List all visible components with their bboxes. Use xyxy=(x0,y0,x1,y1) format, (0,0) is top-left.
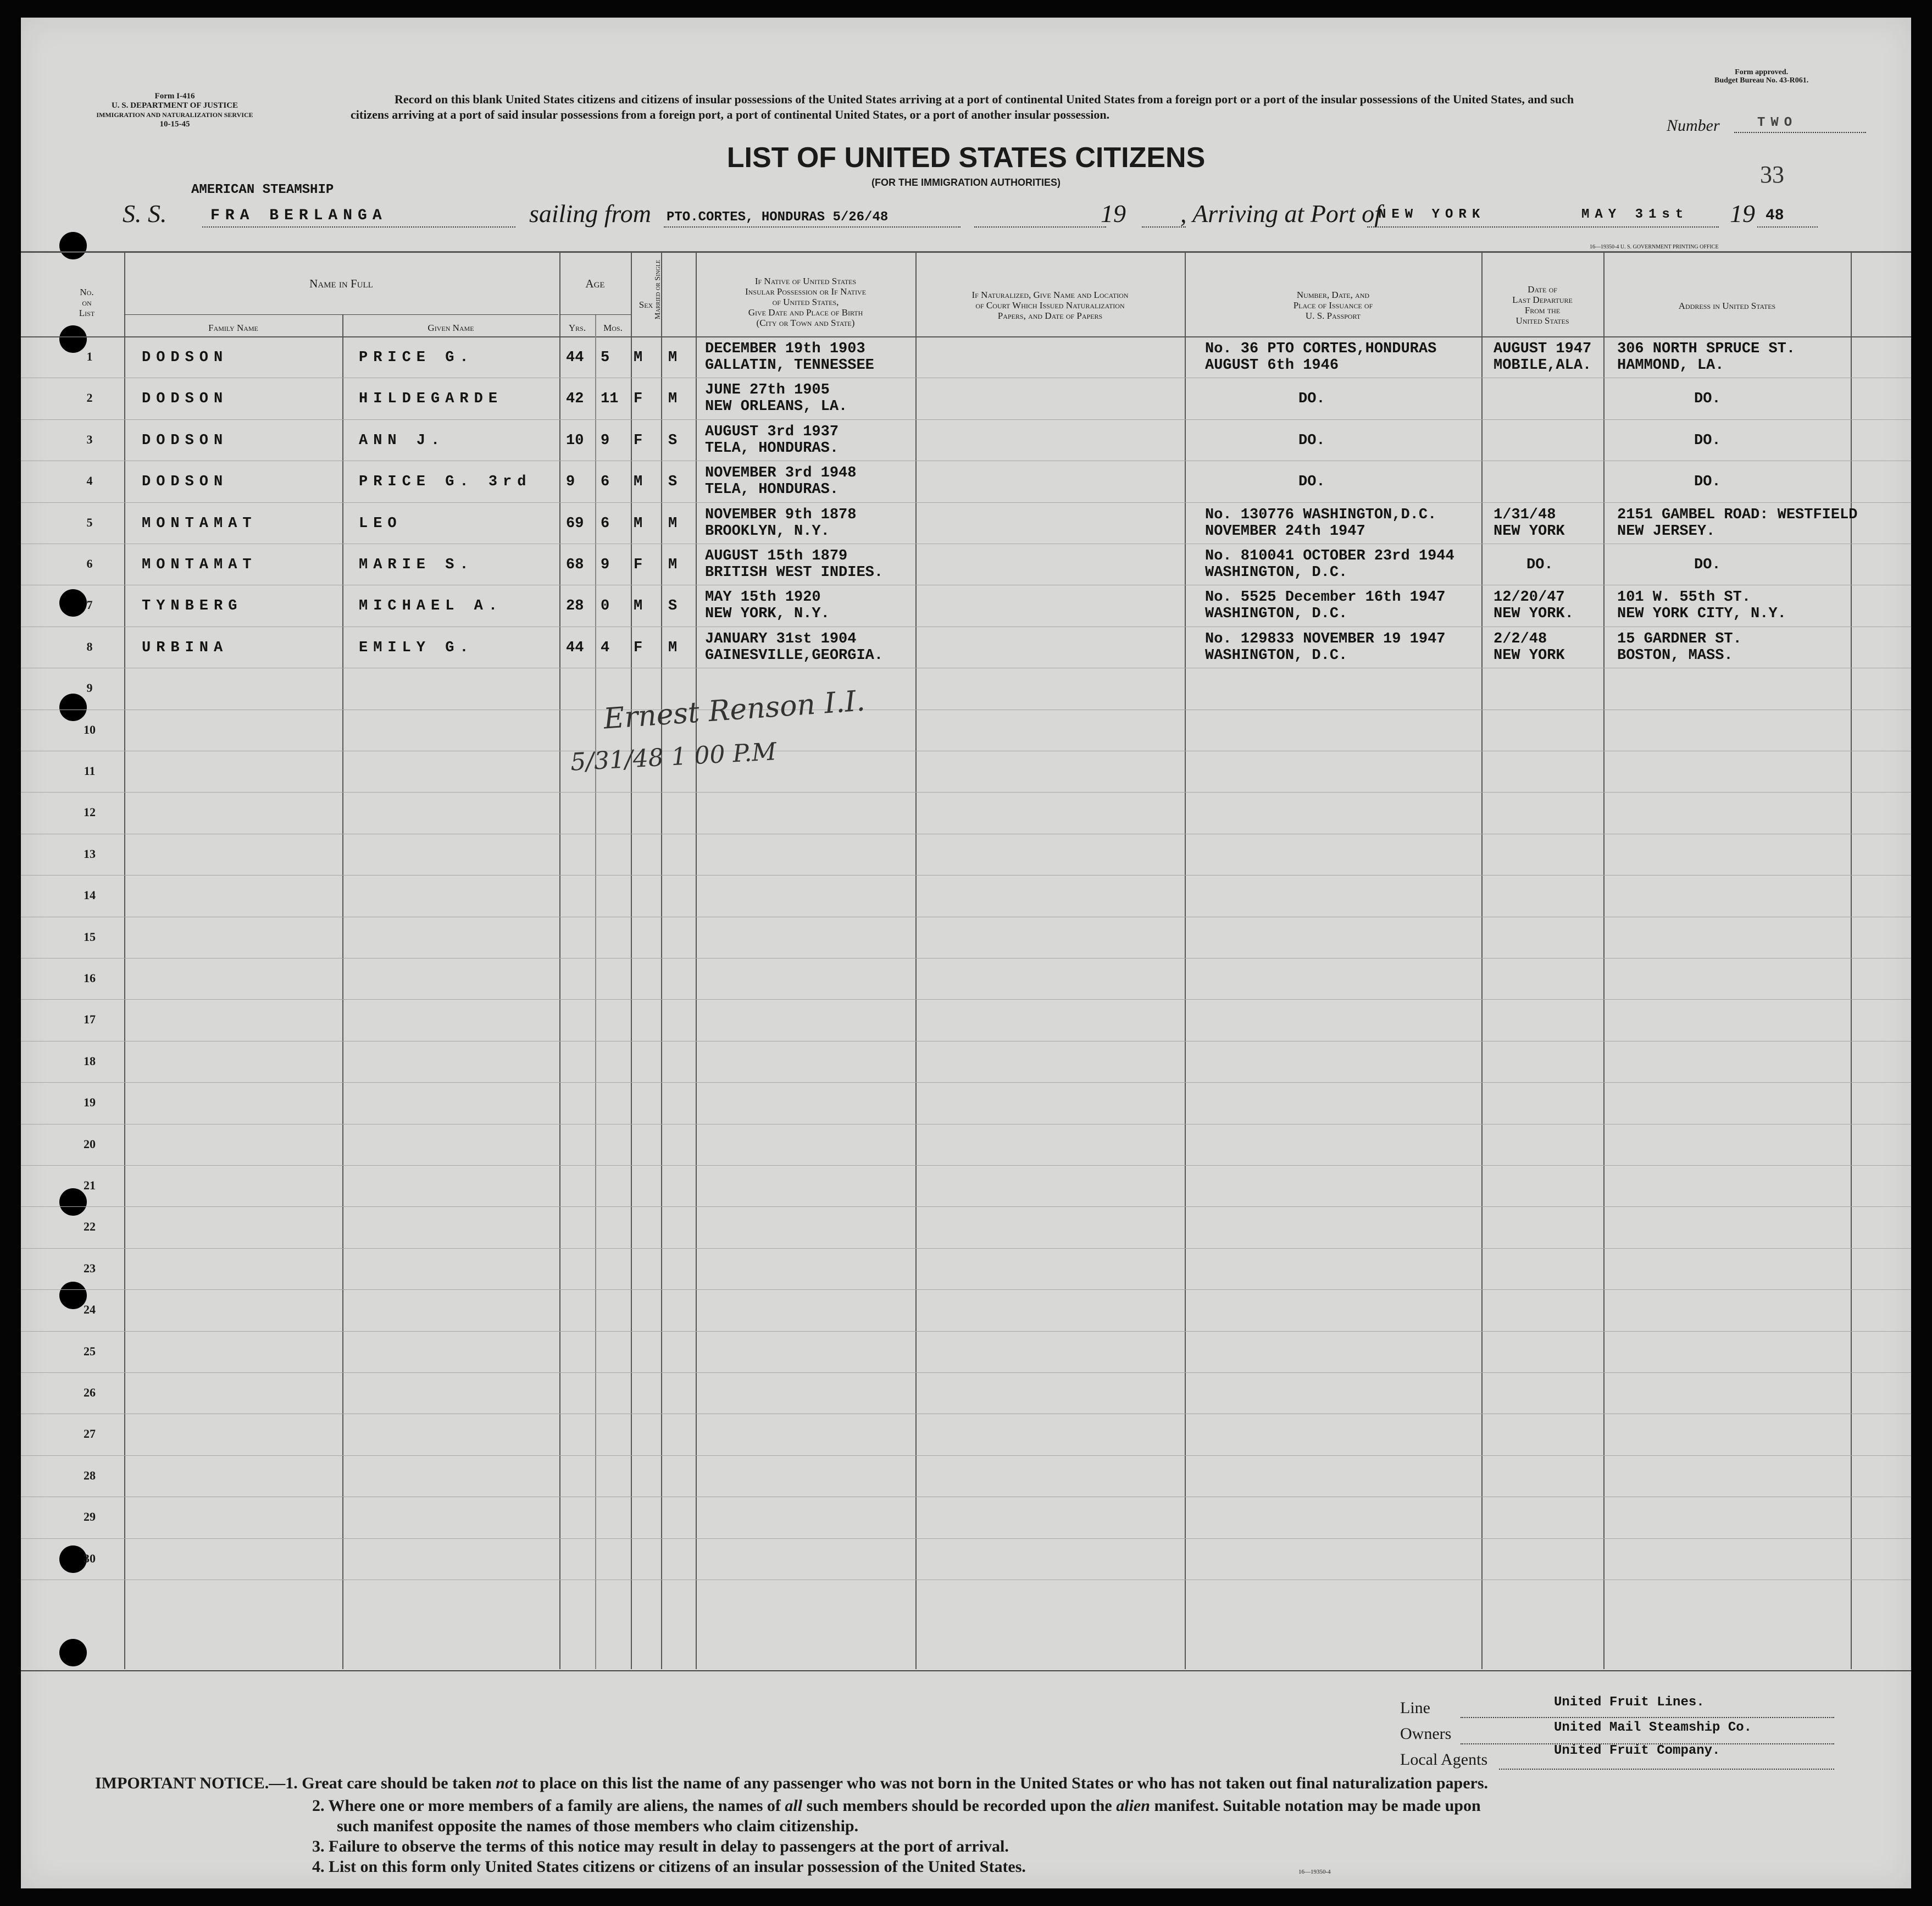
cell-birth-line: AUGUST 3rd 1937 xyxy=(705,423,839,440)
cell-address-line: DO. xyxy=(1694,557,1721,573)
cell-departure-line: DO. xyxy=(1526,557,1553,573)
number-value: TWO xyxy=(1757,115,1798,130)
notice-2-text-end: manifest. Suitable notation may be made upon xyxy=(1150,1797,1481,1815)
approval: Form approved. xyxy=(1735,68,1789,76)
header-native: If Native of United States Insular Possession or If Native of United States, Give Date and Place of Birth (City or Town and State) xyxy=(745,276,867,328)
header-naturalized: If Naturalized, Give Name and Location of Court Which Issued Naturalization Papers, and Date of Papers xyxy=(971,290,1129,321)
notice-2-emphasis-alien: alien xyxy=(1116,1797,1150,1815)
row-divider xyxy=(21,1331,1911,1332)
cell-departure-line: MOBILE,ALA. xyxy=(1494,357,1592,374)
cell-address-line: DO. xyxy=(1694,432,1721,449)
form-date: 10-15-45 xyxy=(159,120,190,129)
cell-sex: M xyxy=(634,350,643,366)
notice-3-text: Failure to observe the terms of this notice may result in delay to passengers at the port of arrival. xyxy=(329,1837,1009,1855)
cell-birth-line: JUNE 27th 1905 xyxy=(705,382,830,399)
cell-passport-line: No. 36 PTO CORTES,HONDURAS xyxy=(1205,341,1437,357)
instructions: Record on this blank United States citizens and citizens of insular possessions of the United States arriving at a port of continental United States from a foreign port or a port of the insular possessions of the United States, and such citizens arriving at a port of said insular possessions from a foreign port, a port of continental United States, or a port of another insular possession. xyxy=(351,92,1574,121)
header-address: Address in United States xyxy=(1678,301,1776,311)
row-number: 2 xyxy=(86,391,93,405)
cell-departure-line: NEW YORK. xyxy=(1494,606,1574,623)
cell-yrs: 10 xyxy=(566,432,584,449)
cell-given: MARIE S. xyxy=(359,557,474,573)
notice-4-number: 4. xyxy=(312,1858,325,1876)
row-number: 9 xyxy=(86,681,93,695)
cell-mos: 6 xyxy=(601,515,610,532)
cell-birth-line: NOVEMBER 9th 1878 xyxy=(705,506,857,523)
header-given-name: Given Name xyxy=(428,323,474,333)
row-number: 29 xyxy=(84,1510,96,1524)
row-divider xyxy=(21,1206,1911,1207)
cell-ms: M xyxy=(668,557,678,573)
inspector-signature: Ernest Renson I.I. xyxy=(602,684,867,736)
ship-name-line xyxy=(202,226,515,228)
cell-passport-line: AUGUST 6th 1946 xyxy=(1205,357,1339,374)
cell-birth-line: BROOKLYN, N.Y. xyxy=(705,523,830,540)
cell-mos: 5 xyxy=(601,350,610,366)
row-number: 7 xyxy=(86,598,93,612)
header-last-departure: Date of Last Departure From the United States xyxy=(1512,284,1573,326)
approval-block xyxy=(1714,68,1808,85)
cell-birth-line: TELA, HONDURAS. xyxy=(705,440,839,457)
cell-yrs: 44 xyxy=(566,639,584,656)
cell-ms: M xyxy=(668,639,678,656)
cell-birth-line: GAINESVILLE,GEORGIA. xyxy=(705,647,884,664)
header-no-on-list: No. on List xyxy=(79,287,95,318)
row-divider xyxy=(21,1082,1911,1083)
row-divider xyxy=(21,1165,1911,1166)
arrival-port: NEW YORK xyxy=(1378,207,1486,222)
row-number: 20 xyxy=(84,1137,96,1151)
row-number: 10 xyxy=(84,722,96,736)
cell-mos: 9 xyxy=(601,432,610,449)
row-divider xyxy=(21,1289,1911,1290)
row-number: 22 xyxy=(84,1220,96,1234)
row-number: 18 xyxy=(84,1054,96,1068)
row-divider xyxy=(21,999,1911,1000)
arrival-year: 48 xyxy=(1766,207,1784,224)
notice-2-text-mid: such members should be recorded upon the xyxy=(802,1797,1117,1815)
header-family-name: Family Name xyxy=(208,323,258,333)
cell-passport-line: NOVEMBER 24th 1947 xyxy=(1205,523,1365,540)
cell-mos: 9 xyxy=(601,557,610,573)
cell-mos: 4 xyxy=(601,639,610,656)
cell-family: DODSON xyxy=(142,391,229,408)
row-number: 11 xyxy=(84,764,96,778)
header-name-in-full: Name in Full xyxy=(309,277,373,290)
form-id-block xyxy=(65,92,285,129)
line-value: United Fruit Lines. xyxy=(1554,1695,1705,1710)
notice-1 xyxy=(95,1774,1488,1793)
row-number: 30 xyxy=(84,1551,96,1565)
cell-ms: M xyxy=(668,515,678,532)
cell-passport-line: WASHINGTON, D.C. xyxy=(1205,564,1348,581)
cell-birth-line: MAY 15th 1920 xyxy=(705,589,821,606)
row-number: 17 xyxy=(84,1012,96,1027)
cell-yrs: 68 xyxy=(566,557,584,573)
notice-2-number: 2. xyxy=(312,1797,325,1815)
row-number: 5 xyxy=(86,515,93,529)
cell-family: DODSON xyxy=(142,350,229,366)
notice-4-text: List on this form only United States citizens or citizens of an insular possession of the United States. xyxy=(329,1858,1026,1876)
header-married-or-single: Married or Single xyxy=(654,259,662,320)
cell-ms: M xyxy=(668,391,678,408)
cell-birth-line: AUGUST 15th 1879 xyxy=(705,548,848,564)
row-number: 24 xyxy=(84,1303,96,1317)
cell-passport-line: No. 5525 December 16th 1947 xyxy=(1205,589,1446,606)
cell-given: LEO xyxy=(359,515,402,532)
header-age: Age xyxy=(585,277,605,290)
cell-passport-line: No. 129833 NOVEMBER 19 1947 xyxy=(1205,630,1446,647)
cell-yrs: 42 xyxy=(566,391,584,408)
cell-ms: S xyxy=(668,432,678,449)
cell-address-line: BOSTON, MASS. xyxy=(1617,647,1733,664)
row-number: 12 xyxy=(84,805,96,819)
cell-sex: M xyxy=(634,598,643,615)
cell-mos: 11 xyxy=(601,391,619,408)
notice-1-text: Great care should be taken xyxy=(302,1774,496,1792)
year-prefix: 19 xyxy=(1101,200,1126,228)
row-divider xyxy=(21,1248,1911,1249)
cell-address-line: DO. xyxy=(1694,474,1721,491)
cell-birth-line: GALLATIN, TENNESSEE xyxy=(705,357,874,374)
sailing-line xyxy=(664,226,961,228)
notice-2 xyxy=(312,1796,1481,1816)
owners-value: United Mail Steamship Co. xyxy=(1554,1720,1752,1735)
page-subtitle: (FOR THE IMMIGRATION AUTHORITIES) xyxy=(871,177,1061,188)
cell-address-line: NEW YORK CITY, N.Y. xyxy=(1617,606,1786,623)
ship-type: AMERICAN STEAMSHIP xyxy=(191,182,334,197)
header-sex: Sex xyxy=(639,300,653,310)
header-passport: Number, Date, and Place of Issuance of U. S. Passport xyxy=(1293,290,1373,321)
notice-2-continued: such manifest opposite the names of those members who claim citizenship. xyxy=(337,1817,859,1835)
passenger-table xyxy=(21,251,1911,1669)
cell-given: HILDEGARDE xyxy=(359,391,503,408)
cell-passport-line: DO. xyxy=(1298,432,1325,449)
cell-departure-line: 1/31/48 xyxy=(1494,506,1556,523)
number-label: Number xyxy=(1667,117,1720,135)
cell-address-line: 306 NORTH SPRUCE ST. xyxy=(1617,341,1796,357)
number-line xyxy=(1734,132,1866,133)
row-divider xyxy=(21,875,1911,876)
cell-given: PRICE G. 3rd xyxy=(359,474,532,491)
notice-3 xyxy=(312,1837,1009,1857)
arrival-year-prefix: 19 xyxy=(1730,200,1755,228)
cell-address-line: NEW JERSEY. xyxy=(1617,523,1716,540)
agents-rule xyxy=(1499,1769,1834,1770)
cell-address-line: HAMMOND, LA. xyxy=(1617,357,1724,374)
manifest-sheet xyxy=(21,18,1911,1888)
row-number: 16 xyxy=(84,971,96,985)
row-number: 13 xyxy=(84,846,96,861)
cell-birth-line: JANUARY 31st 1904 xyxy=(705,630,857,647)
cell-address-line: 2151 GAMBEL ROAD: WESTFIELD xyxy=(1617,506,1858,523)
page-title: LIST OF UNITED STATES CITIZENS xyxy=(726,142,1206,174)
cell-sex: F xyxy=(634,391,643,408)
cell-address-line: 15 GARDNER ST. xyxy=(1617,630,1742,647)
cell-passport-line: WASHINGTON, D.C. xyxy=(1205,647,1348,664)
cell-given: EMILY G. xyxy=(359,639,474,656)
cell-ms: M xyxy=(668,350,678,366)
row-number: 1 xyxy=(86,350,93,363)
cell-birth-line: NEW YORK, N.Y. xyxy=(705,606,830,623)
cell-passport-line: DO. xyxy=(1298,474,1325,491)
ship-name: FRA BERLANGA xyxy=(210,207,387,224)
ss-label: S. S. xyxy=(123,200,167,228)
cell-birth-line: NOVEMBER 3rd 1948 xyxy=(705,465,857,482)
cell-given: PRICE G. xyxy=(359,350,474,366)
cell-given: MICHAEL A. xyxy=(359,598,503,615)
arrival-year-line xyxy=(1757,226,1818,228)
row-number: 14 xyxy=(84,888,96,902)
sailing-label: sailing from xyxy=(529,200,651,228)
cell-departure-line: NEW YORK xyxy=(1494,523,1565,540)
cell-family: MONTAMAT xyxy=(142,557,257,573)
row-divider xyxy=(21,792,1911,793)
cell-family: MONTAMAT xyxy=(142,515,257,532)
cell-yrs: 9 xyxy=(566,474,575,491)
cell-birth-line: DECEMBER 19th 1903 xyxy=(705,341,865,357)
cell-birth-line: NEW ORLEANS, LA. xyxy=(705,398,848,415)
cell-yrs: 28 xyxy=(566,598,584,615)
cell-passport-line: DO. xyxy=(1298,391,1325,408)
cell-yrs: 69 xyxy=(566,515,584,532)
cell-departure-line: AUGUST 1947 xyxy=(1494,341,1592,357)
cell-family: TYNBERG xyxy=(142,598,243,615)
row-divider xyxy=(21,502,1911,503)
cell-given: ANN J. xyxy=(359,432,446,449)
notice-1-text-end: to place on this list the name of any passenger who was not born in the United States or who has not taken out final naturalization papers. xyxy=(518,1774,1489,1792)
notice-4 xyxy=(312,1857,1026,1877)
cell-departure-line: 2/2/48 xyxy=(1494,630,1547,647)
port-line xyxy=(1367,226,1719,228)
cell-sex: F xyxy=(634,639,643,656)
cell-ms: S xyxy=(668,474,678,491)
header-yrs: Yrs. xyxy=(568,323,586,333)
printer-mark-bottom: 16—19350-4 xyxy=(1298,1869,1331,1875)
cell-address-line: DO. xyxy=(1694,391,1721,408)
row-divider xyxy=(21,1538,1911,1539)
notice-title: IMPORTANT NOTICE.—1. xyxy=(95,1774,298,1792)
agents-value: United Fruit Company. xyxy=(1554,1743,1720,1758)
cell-departure-line: NEW YORK xyxy=(1494,647,1565,664)
cell-address-line: 101 W. 55th ST. xyxy=(1617,589,1751,606)
form-id: Form I-416 xyxy=(154,92,195,101)
cell-yrs: 44 xyxy=(566,350,584,366)
cell-birth-line: TELA, HONDURAS. xyxy=(705,481,839,498)
row-number: 6 xyxy=(86,557,93,570)
agents-label: Local Agents xyxy=(1400,1750,1488,1769)
notice-1-emphasis: not xyxy=(496,1774,518,1792)
line-rule xyxy=(1461,1717,1834,1718)
budget: Budget Bureau No. 43-R061. xyxy=(1714,76,1809,85)
service: IMMIGRATION AND NATURALIZATION SERVICE xyxy=(96,111,253,119)
blank-line xyxy=(974,226,1106,228)
row-number: 15 xyxy=(84,929,96,944)
row-number: 21 xyxy=(84,1178,96,1192)
row-number: 25 xyxy=(84,1344,96,1358)
row-number: 3 xyxy=(86,432,93,446)
cell-birth-line: BRITISH WEST INDIES. xyxy=(705,564,884,581)
cell-ms: S xyxy=(668,598,678,615)
arriving-label: , Arriving at Port of xyxy=(1180,200,1381,228)
cell-passport-line: No. 130776 WASHINGTON,D.C. xyxy=(1205,506,1437,523)
cell-mos: 0 xyxy=(601,598,610,615)
row-divider xyxy=(21,1455,1911,1456)
cell-sex: F xyxy=(634,557,643,573)
printer-mark-top: 16—19350-4 U. S. GOVERNMENT PRINTING OFFICE xyxy=(1590,244,1719,250)
cell-sex: F xyxy=(634,432,643,449)
notice-2-emphasis: all xyxy=(785,1797,803,1815)
line-label: Line xyxy=(1400,1699,1430,1717)
page-number: 33 xyxy=(1760,161,1784,188)
department: U. S. DEPARTMENT OF JUSTICE xyxy=(111,101,238,110)
cell-sex: M xyxy=(634,474,643,491)
row-divider xyxy=(21,1372,1911,1373)
row-number: 4 xyxy=(86,474,93,488)
cell-family: DODSON xyxy=(142,474,229,491)
cell-departure-line: 12/20/47 xyxy=(1494,589,1565,606)
row-divider xyxy=(21,419,1911,420)
row-number: 23 xyxy=(84,1261,96,1275)
owners-label: Owners xyxy=(1400,1725,1452,1743)
row-number: 8 xyxy=(86,639,93,653)
cell-passport-line: No. 810041 OCTOBER 23rd 1944 xyxy=(1205,548,1454,564)
row-number: 28 xyxy=(84,1468,96,1482)
sailing-from: PTO.CORTES, HONDURAS 5/26/48 xyxy=(667,210,889,225)
cell-passport-line: WASHINGTON, D.C. xyxy=(1205,606,1348,623)
year-line xyxy=(1142,226,1186,228)
notice-3-number: 3. xyxy=(312,1837,325,1855)
inspection-time: 5/31/48 1 00 P.M xyxy=(569,738,778,777)
cell-sex: M xyxy=(634,515,643,532)
row-number: 27 xyxy=(84,1427,96,1441)
cell-family: URBINA xyxy=(142,639,229,656)
row-number: 19 xyxy=(84,1095,96,1110)
row-number: 26 xyxy=(84,1386,96,1399)
arrival-date: MAY 31st xyxy=(1581,207,1689,222)
cell-mos: 6 xyxy=(601,474,610,491)
header-mos: Mos. xyxy=(603,323,623,333)
cell-family: DODSON xyxy=(142,432,229,449)
notice-2-text: Where one or more members of a family are aliens, the names of xyxy=(328,1797,785,1815)
